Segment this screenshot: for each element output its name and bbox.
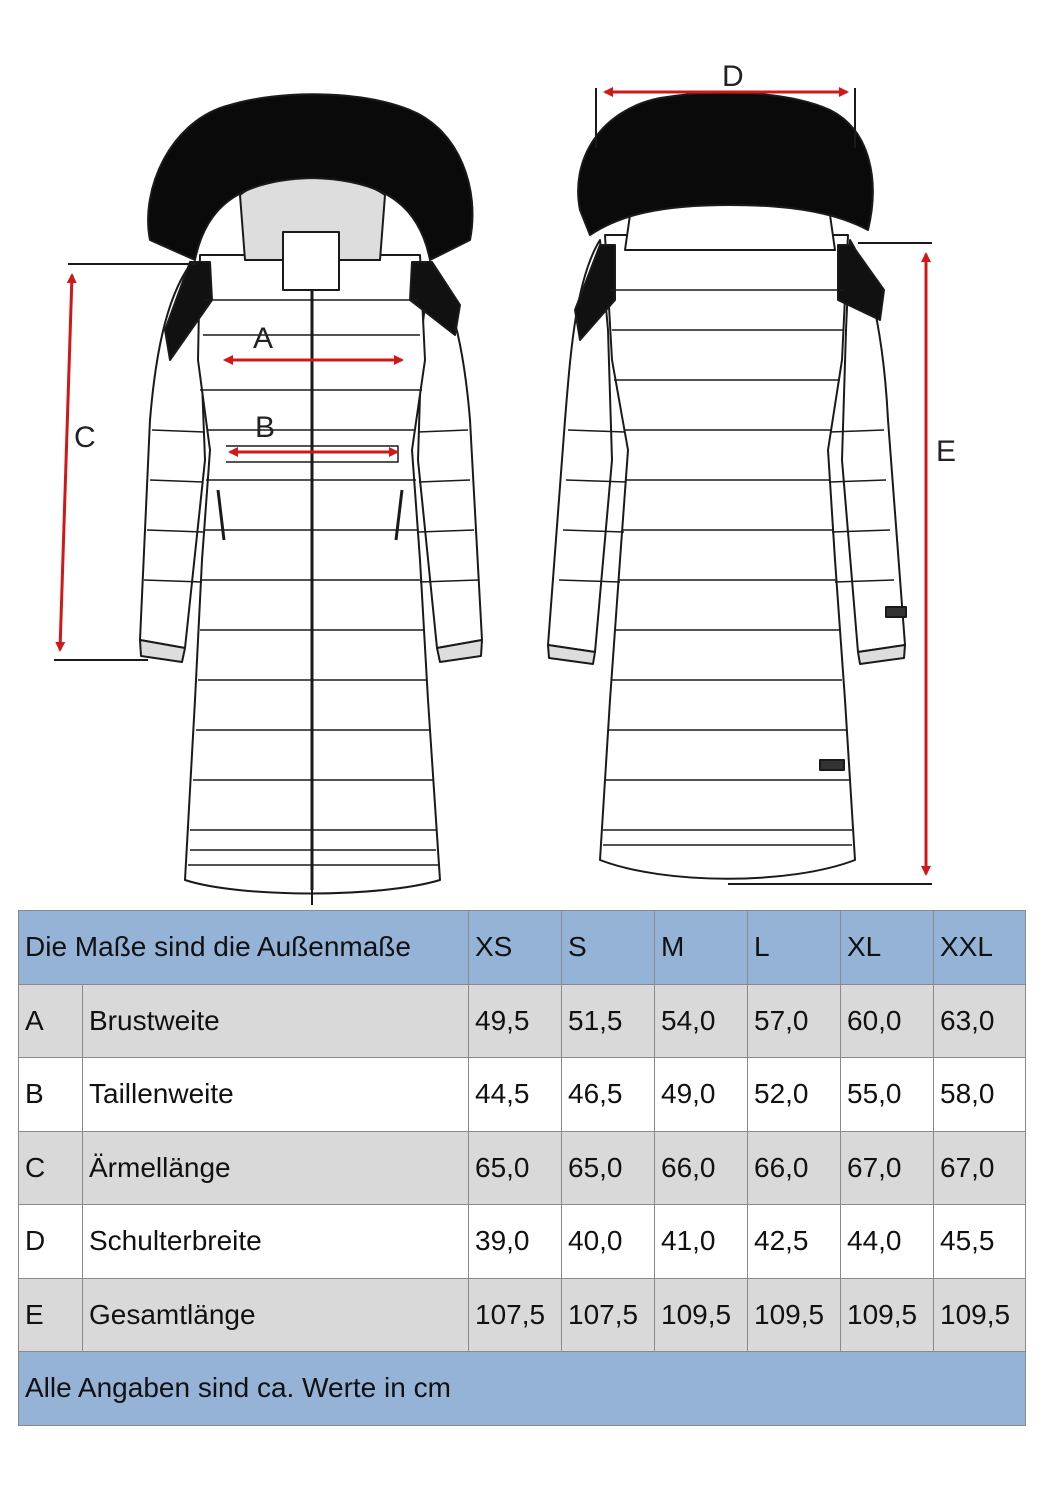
row-label: Gesamtlänge xyxy=(83,1278,469,1352)
row-label: Ärmellänge xyxy=(83,1131,469,1205)
row-label: Brustweite xyxy=(83,984,469,1058)
table-cell: 60,0 xyxy=(841,984,934,1058)
table-cell: 49,0 xyxy=(655,1058,748,1132)
table-header-row xyxy=(19,911,1026,985)
coat-front-view xyxy=(140,94,482,905)
table-cell: 65,0 xyxy=(562,1131,655,1205)
table-cell: 49,5 xyxy=(469,984,562,1058)
table-cell: 42,5 xyxy=(748,1205,841,1279)
table-cell: 40,0 xyxy=(562,1205,655,1279)
row-letter: C xyxy=(19,1131,83,1205)
table-footer-note: Alle Angaben sind ca. Werte in cm xyxy=(19,1352,1026,1426)
table-cell: 107,5 xyxy=(562,1278,655,1352)
table-cell: 44,5 xyxy=(469,1058,562,1132)
table-cell: 109,5 xyxy=(934,1278,1026,1352)
size-header: XXL xyxy=(934,911,1026,985)
table-cell: 109,5 xyxy=(655,1278,748,1352)
table-footer-row xyxy=(19,1352,1026,1426)
table-row xyxy=(19,984,1026,1058)
table-cell: 52,0 xyxy=(748,1058,841,1132)
table-cell: 46,5 xyxy=(562,1058,655,1132)
table-title: Die Maße sind die Außenmaße xyxy=(19,911,469,985)
table-cell: 66,0 xyxy=(655,1131,748,1205)
table-cell: 63,0 xyxy=(934,984,1026,1058)
table-cell: 55,0 xyxy=(841,1058,934,1132)
table-cell: 65,0 xyxy=(469,1131,562,1205)
size-header: XS xyxy=(469,911,562,985)
size-header: M xyxy=(655,911,748,985)
row-label: Schulterbreite xyxy=(83,1205,469,1279)
table-cell: 109,5 xyxy=(841,1278,934,1352)
table-cell: 66,0 xyxy=(748,1131,841,1205)
size-header: XL xyxy=(841,911,934,985)
dimension-d-label: D xyxy=(722,60,744,93)
table-row xyxy=(19,1131,1026,1205)
table-cell: 107,5 xyxy=(469,1278,562,1352)
table-row xyxy=(19,1058,1026,1132)
table-cell: 51,5 xyxy=(562,984,655,1058)
row-letter: A xyxy=(19,984,83,1058)
table-cell: 67,0 xyxy=(934,1131,1026,1205)
table-cell: 41,0 xyxy=(655,1205,748,1279)
size-table xyxy=(18,910,1026,1426)
dimension-c-label: C xyxy=(74,421,96,454)
row-label: Taillenweite xyxy=(83,1058,469,1132)
table-cell: 58,0 xyxy=(934,1058,1026,1132)
dimension-b-label: B xyxy=(255,411,276,444)
coat-back-view xyxy=(548,93,906,879)
table-cell: 44,0 xyxy=(841,1205,934,1279)
dimension-c-arrow xyxy=(60,275,72,650)
row-letter: D xyxy=(19,1205,83,1279)
dimension-e-label: E xyxy=(936,435,957,468)
table-cell: 57,0 xyxy=(748,984,841,1058)
table-cell: 39,0 xyxy=(469,1205,562,1279)
table-cell: 67,0 xyxy=(841,1131,934,1205)
dimension-a-label: A xyxy=(253,322,274,355)
size-header: S xyxy=(562,911,655,985)
row-letter: B xyxy=(19,1058,83,1132)
size-header: L xyxy=(748,911,841,985)
table-cell: 54,0 xyxy=(655,984,748,1058)
table-row xyxy=(19,1205,1026,1279)
table-cell: 45,5 xyxy=(934,1205,1026,1279)
row-letter: E xyxy=(19,1278,83,1352)
table-row xyxy=(19,1278,1026,1352)
table-cell: 109,5 xyxy=(748,1278,841,1352)
